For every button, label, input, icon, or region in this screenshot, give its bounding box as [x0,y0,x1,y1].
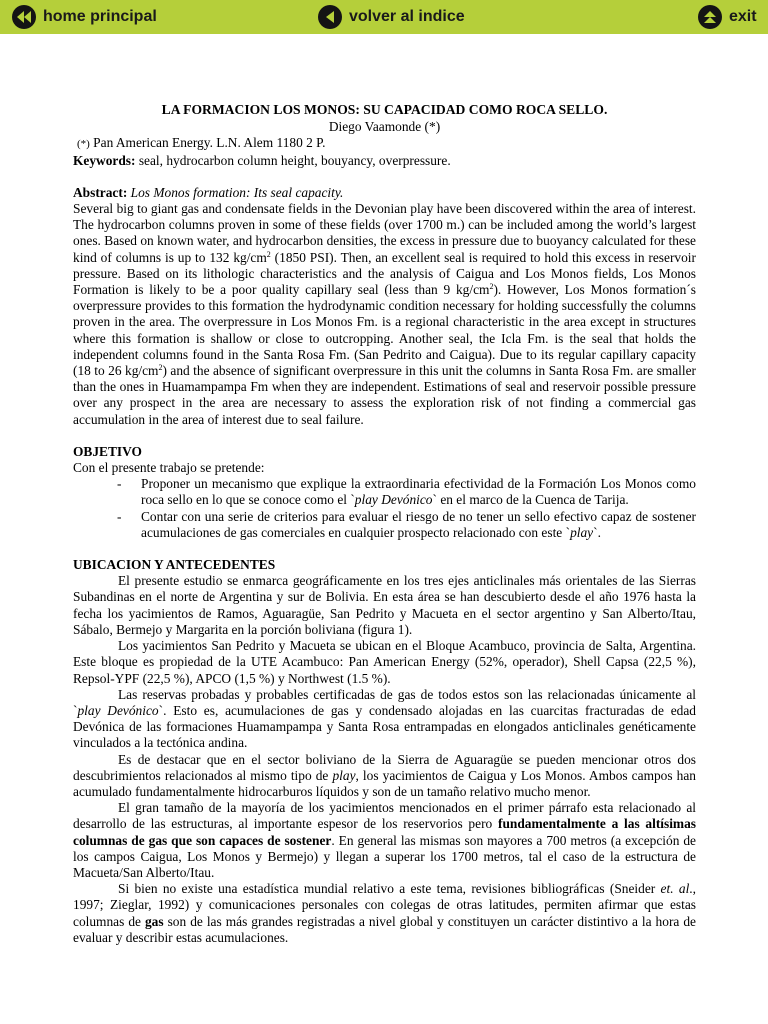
abstract-text-4: ) and the absence of significant overpressure in this unit the columns in Santa Rosa Fm. are smaller than the ones in Huamampampa Fm when they are independent. Estimations of seal and reservoir possible pressure over any prospect in the area are necessary to assess the exploration risk of not finding a commercial gas accumulation in the area of interest due to seal failure. [73,363,696,427]
keywords-label: Keywords: [73,152,136,168]
list-text: Proponer un mecanismo que explique la extraordinaria efectividad de la Formación Los Monos como roca sello en lo que se conoce como el ` [141,476,696,508]
abstract-text-3: ). However, Los Monos formation´s overpressure provides to this formation the hydrodynamic condition necessary for holding successfully the columns proven in the area. The overpressure in Los Monos Fm. is a regional characteristic in the area except in structures where this formation is shallow or close to outcropping. Another seal, the Icla Fm. is the seal that holds the independent columns found in the Santa Rosa Fm. (San Pedrito and Caigua). Due to its regular capillary capacity (18 to 26 kg/cm [73,282,696,379]
abstract-text-1: Several big to giant gas and condensate fields in the Devonian play have been discovered within the area of interest. The hydrocarbon columns proven in some of these fields (over 1700 m.) can be included among the world’s largest ones. Based on known water, and hydrocarbon densities, the excess in pressure due to buoyancy calculated for these kind of columns is up to 132 kg/cm [73,201,696,265]
exit-button[interactable] [698,5,757,29]
abstract-paragraph [73,201,696,428]
paragraph-text: `. Esto es, acumulaciones de gas y condensado alojadas en las cuarcitas fracturadas de edad Devónica de las formaciones Huamampampa y Santa Rosa entrampadas en elongados anticlinales genéticamente vinculados a la tectónica andina. [73,702,696,751]
exit-label: exit [729,8,757,25]
ubicacion-paragraph-1: El presente estudio se enmarca geográficamente en los tres ejes anticlinales más orientales de las Sierras Subandinas en el norte de Argentina y sur de Bolivia. En esta área se han descubierto desde el año 1976 hasta la fecha los yacimientos de Ramos, Aguaragüe, San Pedrito y Macueta en el sector argentino y San Alberto/Itau, Sábalo, Bermejo y Margarita en la porción boliviana (figura 1). [73,573,696,637]
ubicacion-paragraph-3 [73,687,696,752]
ubicacion-paragraph-5 [73,800,696,881]
list-item [73,476,696,508]
eject-icon [698,5,722,29]
ubicacion-paragraph-4 [73,752,696,801]
list-text: `. [593,524,601,540]
paragraph-text: Es de destacar que en el sector boliviano de la Sierra de Aguaragüe se pueden mencionar otros dos descubrimientos relacionados al mismo tipo de [73,751,696,783]
affiliation-line [73,135,696,152]
paragraph-bold: fundamentalmente a las altísimas columnas de gas que son capaces de sostener [73,816,696,848]
paragraph-text: son de las más grandes registradas a nivel global y constituyen un carácter distintivo a la hora de evaluar y describir estas acumulaciones. [73,913,696,945]
list-emphasis: play Devónico [354,492,433,508]
superscript: 2 [158,363,163,373]
paragraph-bold: gas [144,913,164,929]
navigation-bar [0,0,768,34]
objetivo-intro: Con el presente trabajo se pretende: [73,460,265,476]
affiliation-mark: (*) [77,138,90,151]
objetivo-list [73,476,696,541]
list-dash: - [117,476,122,492]
back-arrow-icon [318,5,342,29]
list-emphasis: play [570,524,594,540]
abstract-text-2: (1850 PSI). Then, an excellent seal is required to hold this excess in reservoir pressure. Based on its lithologic characteristics and the analysis of Caigua and Los Monos fields, Los Monos Formation is likely to be a poor quality capillary seal (less than 9 kg/cm [73,249,696,298]
abstract-heading [73,185,696,201]
paragraph-text: . En general las mismas son mayores a 700 metros (a excepción de los campos Caigua, Los Monos y Bermejo) y llegan a superar los 1700 metros, tal el caso de la estructura de Macueta/San Alberto/Itau. [73,832,696,880]
abstract-title: Los Monos formation: Its seal capacity. [130,184,344,200]
home-button-label: home principal [43,8,157,25]
document-body [73,102,696,946]
back-to-index-label: volver al indice [349,8,465,25]
paragraph-text: Si bien no existe una estadística mundial relativo a este tema, revisiones bibliográficas (Sneider [118,881,661,897]
paragraph-text: El gran tamaño de la mayoría de los yacimientos mencionados en el primer párrafo esta relacionado al desarrollo de las estructuras, al importante espesor de los reservorios pero [73,800,696,832]
back-to-index-button[interactable] [318,5,465,29]
keywords-line [73,153,696,169]
paragraph-emphasis: play Devónico [77,702,159,718]
superscript: 2 [266,249,271,259]
ubicacion-paragraph-6 [73,881,696,946]
paragraph-text: , los yacimientos de Caigua y Los Monos. Ambos campos han acumulado fundamentalmente hidrocarburos líquidos y son de un tamaño relativo mucho menor. [73,767,696,799]
objetivo-heading: OBJETIVO [73,443,142,459]
home-button[interactable] [12,5,157,29]
paragraph-emphasis: et. al [660,881,690,897]
keywords-text: seal, hydrocarbon column height, bouyancy, overpressure. [135,152,451,168]
rewind-icon [12,5,36,29]
paragraph-text: Las reservas probadas y probables certificadas de gas de todos estos son las relacionadas únicamente al ` [73,686,696,718]
list-text: ` en el marco de la Cuenca de Tarija. [432,492,629,508]
paragraph-emphasis: play [332,767,356,783]
list-item [73,509,696,541]
list-text: Contar con una serie de criterios para evaluar el riesgo de no tener un sello efectivo capaz de sostener acumulaciones de gas comerciales en cualquier prospecto relacionado con este ` [141,508,696,540]
superscript: 2 [489,282,494,292]
ubicacion-heading: UBICACION Y ANTECEDENTES [73,557,276,573]
author-line: Diego Vaamonde (*) [328,119,441,135]
list-dash: - [117,508,122,524]
ubicacion-paragraph-2: Los yacimientos San Pedrito y Macueta se ubican en el Bloque Acambuco, provincia de Salta, Argentina. Este bloque es propiedad de la UTE Acambuco: Pan American Energy (52%, operador), Shell Capsa (22,5 %), Repsol-YPF (22,5 %), APCO (1,5 %) y Northwest (1.5 %). [73,638,696,686]
affiliation-text: Pan American Energy. L.N. Alem 1180 2 P. [89,135,326,151]
abstract-label: Abstract: [73,184,128,200]
paper-title: LA FORMACION LOS MONOS: SU CAPACIDAD COMO ROCA SELLO. [161,102,608,117]
paragraph-text: ., 1997; Zieglar, 1992) y comunicaciones personales con colegas de otras latitudes, permiten afirmar que estas columnas de [73,881,696,929]
